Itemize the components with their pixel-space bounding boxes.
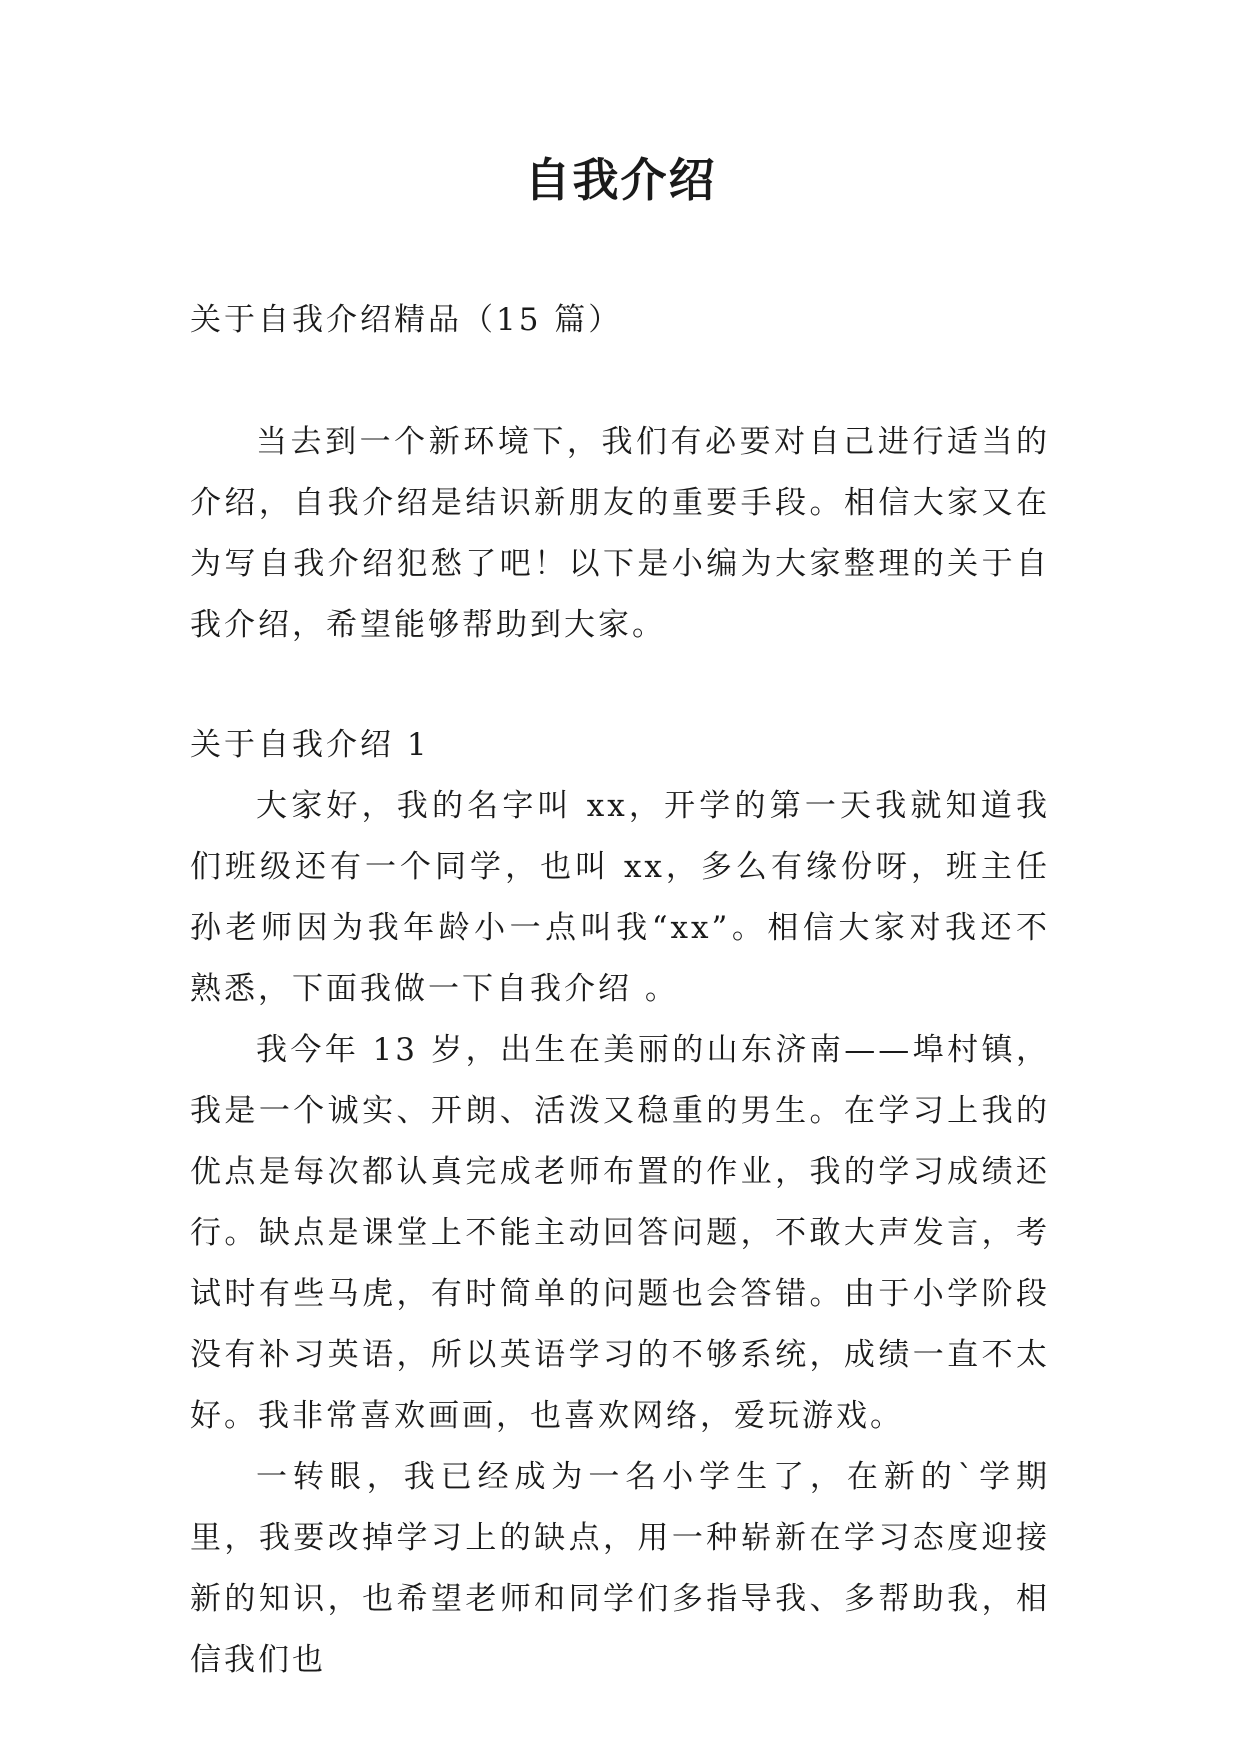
- document-title: 自我介绍: [524, 153, 717, 207]
- document-body: [190, 290, 1050, 1691]
- body-paragraph: 一转眼，我已经成为一名小学生了，在新的`学期里，我要改掉学习上的缺点，用一种崭新在学习态度迎接新的知识，也希望老师和同学们多指导我、多帮助我，相信我们也: [190, 1459, 1050, 1678]
- body-paragraph: 大家好，我的名字叫 xx，开学的第一天我就知道我们班级还有一个同学，也叫 xx，多么有缘份呀，班主任孙老师因为我年龄小一点叫我“xx”。相信大家对我还不熟悉，下面我做一下自我介绍 。: [190, 788, 1050, 1007]
- document-subtitle: 关于自我介绍精品（15 篇）: [190, 302, 623, 338]
- body-paragraph: 我今年 13 岁，出生在美丽的山东济南——埠村镇，我是一个诚实、开朗、活泼又稳重的男生。在学习上我的优点是每次都认真完成老师布置的作业，我的学习成绩还行。缺点是课堂上不能主动回答问题，不敢大声发言，考试时有些马虎，有时简单的问题也会答错。由于小学阶段没有补习英语，所以英语学习的不够系统，成绩一直不太好。我非常喜欢画画，也喜欢网络，爱玩游戏。: [190, 1032, 1050, 1434]
- intro-paragraph: 当去到一个新环境下，我们有必要对自己进行适当的介绍，自我介绍是结识新朋友的重要手段。相信大家又在为写自我介绍犯愁了吧！以下是小编为大家整理的关于自我介绍，希望能够帮助到大家。: [190, 424, 1050, 643]
- section-heading: 关于自我介绍 1: [190, 727, 430, 763]
